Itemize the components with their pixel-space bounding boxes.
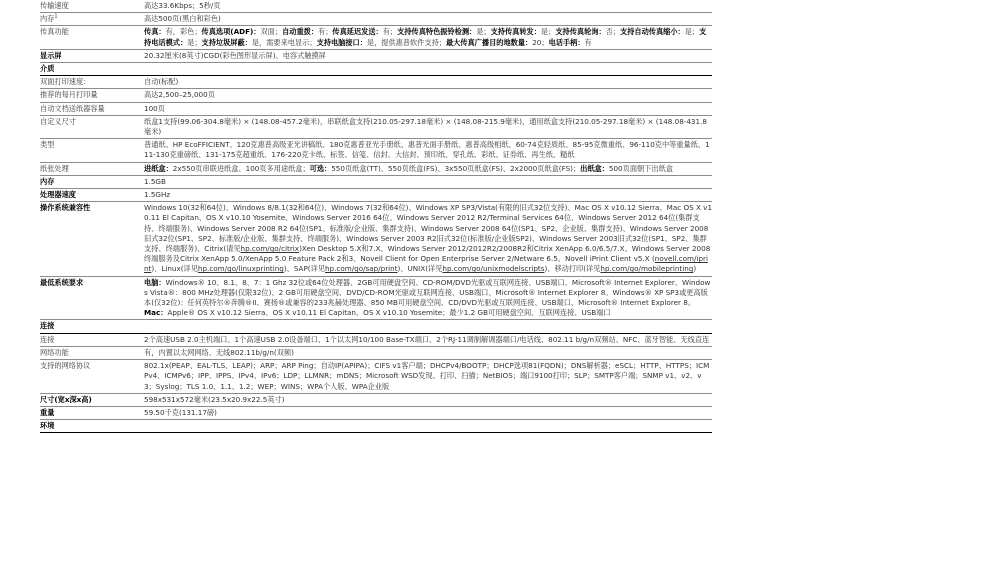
- spec-label: [40, 202, 144, 276]
- value-text: )、移动打印(详见: [544, 264, 601, 274]
- spec-row-dimensions: [40, 393, 712, 406]
- value-text: 1.5GB: [144, 176, 166, 186]
- value-key: 传真选项(ADF)：: [201, 27, 261, 37]
- spec-label-text: 网络功能: [40, 347, 69, 357]
- spec-row-types: [40, 139, 712, 162]
- spec-value: [144, 76, 712, 89]
- spec-label-text: 内存: [40, 176, 55, 186]
- spec-body: [40, 0, 712, 433]
- spec-label-text: 类型: [40, 140, 55, 150]
- value-key: Mac：: [144, 308, 168, 318]
- spec-label: [40, 189, 144, 202]
- value-text: 高达2,500–25,000页: [144, 90, 215, 100]
- spec-label: [40, 346, 144, 359]
- value-text: 1.5GHz: [144, 190, 171, 200]
- value-key: 最大传真广播目的地数量：: [445, 37, 533, 47]
- spec-value: [144, 139, 712, 162]
- spec-row-network: [40, 346, 712, 359]
- spec-value: [144, 276, 712, 320]
- spec-value: [144, 333, 712, 346]
- spec-label: [40, 115, 144, 138]
- spec-label-text: 传输速度: [40, 1, 69, 10]
- value-text: 纸盒1支持(99.06-304.8毫米) × (148.08-457.2毫米)，串联纸盒支持(210.05-297.18毫米) × (148.08-215.9毫米)，通用纸盒支持(210.05-297.18毫米) × (148.08-431.8毫米): [144, 116, 707, 137]
- spec-row-ports: [40, 333, 712, 346]
- footnote-marker: 1: [54, 13, 58, 20]
- value-text: 20.32厘米(8英寸)CGD(彩色图形显示屏)、电容式触摸屏: [144, 50, 326, 60]
- url-link[interactable]: hp.com/go/unixmodelscripts: [442, 264, 545, 274]
- spec-label-text: 纸张处理: [40, 163, 69, 173]
- value-text: 自动(标配): [144, 77, 179, 87]
- value-text: 有，彩色；: [165, 27, 202, 37]
- value-text: 500页面朝下出纸盒: [608, 163, 673, 173]
- value-text: 是，需要来电显示；: [251, 37, 317, 47]
- value-text: 598x531x572毫米(23.5x20.9x22.5英寸): [144, 394, 285, 404]
- spec-label-text: 自定义尺寸: [40, 116, 76, 126]
- spec-value: [144, 0, 712, 13]
- spec-label: [40, 333, 144, 346]
- url-link[interactable]: hp.com/go/sap/print: [324, 264, 398, 274]
- value-text: Windows 10(32和64位)、Windows 8/8.1(32和64位)、Windows 7(32和64位)、Windows XP SP3/Vista(有限的旧式32位支持)、Mac OS X v10.12 Sierra、Mac OS X v10.11 El Capitan、OS X v10.10 Yosemite、Windows Server 2016 64位、Windows Server 2012 R2/Terminal Services 64位、Windows Server 2012 64位(集群支持、终端服务)、Windows Server 2008 R2 64位(SP1、标准版/企业版、集群支持)、Windows Server 2008 64位(SP1、SP2、企业版、集群支持)、Windows Server 2008旧式32位(SP1、SP2、标准版/企业版、集群支持、终端服务)、Windows Server 2003 R2旧式32位(标准版/企业版SP2)、Windows Server 2003旧式32位(SP1、SP2、集群支持、终端服务)、Citrix(请见: [144, 203, 713, 254]
- spec-label-text: 操作系统兼容性: [40, 203, 91, 213]
- spec-value: [144, 420, 712, 433]
- value-text: Windows® 10、8.1、8、7：1 Ghz 32位或64位处理器、2GB可用硬盘空间、CD-ROM/DVD光驱或互联网连接、USB端口、Microsoft® Internet Explorer。Windows Vista®：800 MHz处理器(仅限32位)、2 GB可用硬盘空间、DVD/CD-ROM光驱或互联网连接、USB端口、Microsoft® Internet Explorer 8。Windows® XP SP3或更高版本(仅32位)：任何英特尔®奔腾®II、赛扬®或兼容的233兆赫处理器、850 MB可用硬盘空间、CD/DVD光驱或互联网连接、USB端口、Microsoft® Internet Explorer 8。: [144, 277, 711, 308]
- value-text: 有；: [318, 27, 333, 37]
- spec-label-text: 介质: [40, 64, 55, 74]
- spec-row-connectivity: [40, 320, 712, 333]
- spec-value: [144, 393, 712, 406]
- value-text: 是；: [476, 27, 491, 37]
- value-key: 支持传真轮询：: [555, 27, 606, 37]
- spec-label-text: 自动文档送纸器容量: [40, 103, 105, 113]
- spec-row-monthly: [40, 89, 712, 102]
- spec-value: [144, 346, 712, 359]
- spec-label: [40, 0, 144, 13]
- spec-label: [40, 76, 144, 89]
- spec-value: [144, 175, 712, 188]
- spec-label: [40, 102, 144, 115]
- value-key: 电脑：: [144, 277, 166, 287]
- value-text: )、SAP(详见: [283, 264, 325, 274]
- spec-label: [40, 162, 144, 175]
- spec-label-text: 支持的网络协议: [40, 361, 91, 371]
- value-text: 59.50千克(131.17磅): [144, 407, 217, 417]
- value-text: 是；: [684, 27, 700, 37]
- value-key: 进纸盒：: [144, 163, 173, 173]
- value-key: 支持自动传真缩小：: [620, 27, 685, 37]
- spec-row-weight: [40, 406, 712, 419]
- spec-label: [40, 360, 144, 394]
- value-text: 100页: [144, 103, 165, 113]
- value-text: 802.1x(PEAP、EAL-TLS、LEAP)；ARP；ARP Ping；自动IP(APIPA)；CIFS v1客户端；DHCPv4/BOOTP；DHCP选项81(FQDN)；DNS解析器；eSCL；HTTP、HTTPS；ICMPv4、ICMPv6；IPP、IPPS、IPv4、IPv6；LDP；LLMNR；mDNS；Microsoft WSD发现、打印、扫描；NetBIOS；端口9100打印；SLP；SMTP客户端；SNMP v1、v2、v3；Syslog；TLS 1.0、1.1、1.2；WEP；WINS；WPA个人版、WPA企业版: [144, 361, 710, 391]
- value-text: 是，提供惠普软件支持；: [366, 37, 446, 47]
- spec-value: [144, 202, 712, 276]
- spec-label: [40, 393, 144, 406]
- value-text: 有，内置以太网网络、无线802.11b/g/n(双频): [144, 347, 294, 357]
- spec-row-custom-size: [40, 115, 712, 138]
- spec-label-text: 处理器速度: [40, 190, 76, 200]
- spec-value: [144, 189, 712, 202]
- spec-label-text: 内存: [40, 14, 55, 24]
- value-key: 电话手柄：: [548, 37, 585, 47]
- url-link[interactable]: hp.com/go/mobileprinting: [600, 264, 694, 274]
- spec-value: [144, 162, 712, 175]
- spec-label-text: 连接: [40, 321, 55, 331]
- value-text: )、UNIX(详见: [397, 264, 443, 274]
- url-link[interactable]: novell.com/iprint: [144, 254, 708, 274]
- spec-row-handling: [40, 162, 712, 175]
- spec-row-display: [40, 49, 712, 62]
- spec-label-text: 连接: [40, 334, 55, 344]
- spec-label: [40, 49, 144, 62]
- spec-table: [40, 0, 712, 433]
- value-text: 高达33.6Kbps；5秒/页: [144, 1, 221, 10]
- spec-value: [144, 115, 712, 138]
- spec-label: [40, 320, 144, 333]
- spec-label: [40, 89, 144, 102]
- value-key: 支持传真转发：: [490, 27, 541, 37]
- value-text: 2个高速USB 2.0主机端口、1个高速USB 2.0设备端口、1个以太网10/100 Base-TX端口、2个RJ-11调制解调器端口/电话线、802.11 b/g/n双频站、NFC、蓝牙智能、无线直连: [144, 334, 710, 344]
- value-text: )Xen Desktop 5.X和7.X、Windows Server 2012/2012R2/2008R2和Citrix XenApp 6.0/6.5/7.X、Windows Server 2008终端服务及Citrix XenApp 5.0/XenApp 5.0 Feature Pack 2和3、Novell Client for Open Enterprise Server 2/Netware 6.5、Novell iPrint Client v5.X (: [144, 244, 711, 264]
- spec-label-text: 显示屏: [40, 50, 62, 60]
- spec-row-min-sys: [40, 276, 712, 320]
- spec-value: [144, 26, 712, 49]
- url-link[interactable]: hp.com/go/linuxprinting: [197, 264, 284, 274]
- value-text: 普通纸、HP EcoFFICIENT、120克惠普高级亚光讲稿纸、180克惠普亚光手册纸、惠普光面手册纸、惠普高级相纸、60-74克轻质纸、85-95克微重纸、96-110克中等重量纸、111-130克重磅纸、131-175克超重纸、176-220克卡纸、标签、信笺、信封、大信封、预印纸、穿孔纸、彩纸、证券纸、再生纸、糙纸: [144, 140, 710, 160]
- spec-label: [40, 406, 144, 419]
- spec-value: [144, 320, 712, 333]
- spec-value: [144, 360, 712, 394]
- spec-label-text: 重量: [40, 407, 55, 417]
- value-key: 出纸盒：: [580, 163, 609, 173]
- spec-label: [40, 420, 144, 433]
- value-text: Apple® OS X v10.12 Sierra、OS X v10.11 El Capitan、OS X v10.10 Yosemite；最少1.2 GB可用硬盘空间、互联网连接、USB端口: [167, 308, 611, 318]
- url-link[interactable]: hp.com/go/citrix: [240, 244, 300, 254]
- value-key: 传真：: [144, 27, 166, 37]
- spec-value: [144, 406, 712, 419]
- spec-row-protocols: [40, 360, 712, 394]
- value-key: 支持垃圾屏蔽：: [201, 37, 252, 47]
- value-text: ): [693, 264, 697, 274]
- spec-label-text: 环境: [40, 421, 55, 431]
- value-text: 是；: [187, 37, 202, 47]
- spec-label-text: 最低系统要求: [40, 277, 84, 287]
- spec-value: [144, 63, 712, 76]
- spec-row-transmit: [40, 0, 712, 13]
- value-text: )、Linux(详见: [151, 264, 198, 274]
- spec-row-adf: [40, 102, 712, 115]
- spec-label: [40, 26, 144, 49]
- spec-label: [40, 63, 144, 76]
- spec-row-fax-features: [40, 26, 712, 49]
- spec-value: [144, 102, 712, 115]
- spec-label: [40, 13, 144, 26]
- value-key: 支持电脑接口：: [316, 37, 367, 47]
- value-text: 是；: [540, 27, 556, 37]
- value-text: 双面；: [260, 27, 283, 37]
- value-key: 传真延迟发送：: [332, 27, 383, 37]
- spec-value: [144, 49, 712, 62]
- spec-label-text: 推荐的每月打印量: [40, 90, 98, 100]
- spec-row-environment: [40, 420, 712, 433]
- spec-label-text: 双面打印速度：: [40, 77, 91, 87]
- value-key: 可选：: [309, 163, 332, 173]
- value-text: 有: [584, 37, 592, 47]
- value-text: 否；: [605, 27, 621, 37]
- value-key: 支持传真特色振铃检测：: [397, 27, 477, 37]
- spec-label-text: 尺寸(宽x深x高): [40, 394, 92, 404]
- value-key: 自动重拨：: [282, 27, 319, 37]
- spec-row-memory-fax: [40, 13, 712, 26]
- spec-row-os: [40, 202, 712, 276]
- spec-row-media: [40, 63, 712, 76]
- spec-label: [40, 276, 144, 320]
- spec-row-cpu: [40, 189, 712, 202]
- value-text: 550页纸盒(TT)、550页纸盒(FS)、3x550页纸盒(FS)、2x2000页纸盒(FS)；: [331, 163, 581, 173]
- value-text: 20；: [532, 37, 549, 47]
- spec-label: [40, 175, 144, 188]
- spec-row-duplex: [40, 76, 712, 89]
- value-text: 高达500页(黑白和彩色): [144, 14, 221, 24]
- value-text: 2x550页串联进纸盒、100页多用途纸盒；: [172, 163, 310, 173]
- value-text: 有；: [382, 27, 398, 37]
- spec-row-memory: [40, 175, 712, 188]
- spec-label: [40, 139, 144, 162]
- spec-label-text: 传真功能: [40, 27, 69, 37]
- spec-value: [144, 89, 712, 102]
- value-key: 支持电话模式：: [144, 27, 707, 47]
- spec-value: [144, 13, 712, 26]
